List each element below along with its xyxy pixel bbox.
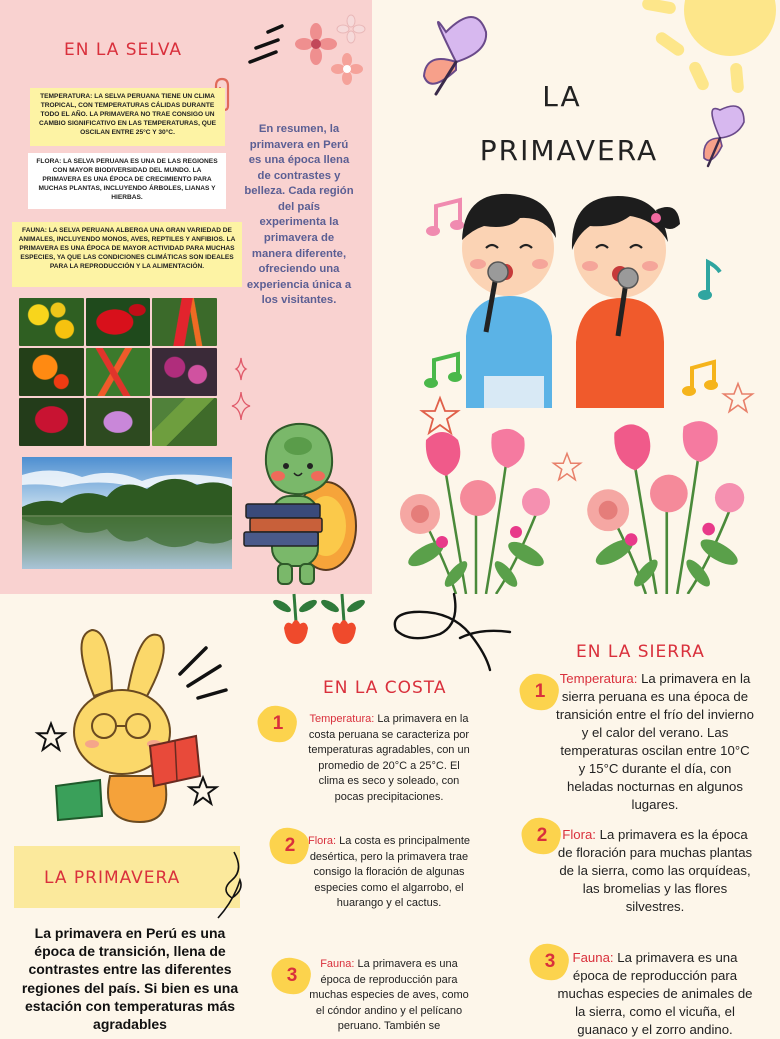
butterfly-icon xyxy=(416,12,496,98)
river-photo xyxy=(22,457,232,569)
photo-heliconia xyxy=(152,298,217,346)
costa-fauna-item xyxy=(304,957,474,1035)
sierra-fauna-label: Fauna: xyxy=(572,950,614,965)
selva-flora-note: FLORA: LA SELVA PERUANA ES UNA DE LAS REGIONES CON MAYOR BIODIVERSIDAD DEL MUNDO. LA PRIMAVERA ES UNA ÉPOCA DE CRECIMIENTO PARA MUCHAS PLANTAS, INCLUYENDO ÁRBOLES, LIANAS Y HIERBAS. xyxy=(28,153,226,209)
costa-temperatura-item xyxy=(304,712,474,806)
summary-text: En resumen, la primavera en Perú es una época llena de contrastes y belleza. Cada región del país experimenta la primavera de manera diferente, ofreciendo una experiencia única a los visitantes. xyxy=(244,123,354,307)
photo-purple-orchids xyxy=(152,348,217,396)
sierra-flora-item xyxy=(556,826,754,916)
sierra-temperatura-item xyxy=(556,670,754,814)
photo-lilac-orchid xyxy=(86,398,151,446)
swirl-icon xyxy=(214,850,254,920)
costa-flora-text: La costa es principalmente desértica, pero la primavera trae consigo la floración de algunas especies como el algarrobo, el huarango y el cactus. xyxy=(309,835,471,910)
selva-title: EN LA SELVA xyxy=(64,40,183,60)
panel-selva xyxy=(0,0,372,594)
cover-title-line1: LA xyxy=(542,80,582,113)
sierra-temperatura-label: Temperatura: xyxy=(559,671,638,686)
sierra-flora-label: Flora: xyxy=(562,827,596,842)
photo-red-anthurium xyxy=(86,298,151,346)
music-note-icon xyxy=(698,258,724,302)
intro-text: La primavera en Perú es una época de transición, llena de contrastes entre las diferentes regiones del país. Si bien es una estación con temperaturas más agradables xyxy=(21,925,239,1032)
photo-red-blossom xyxy=(19,398,84,446)
kids-singing-illustration xyxy=(450,186,690,408)
intro-title: LA PRIMAVERA xyxy=(44,868,181,888)
costa-fauna-label: Fauna: xyxy=(320,958,355,970)
tulips-icon xyxy=(272,594,368,654)
costa-title: EN LA COSTA xyxy=(323,678,447,698)
sierra-fauna-item xyxy=(556,949,754,1039)
photo-yellow-flowers xyxy=(19,298,84,346)
costa-temperatura-text: La primavera en la costa peruana se caracteriza por temperaturas agradables, con un promedio de 20°C a 25°C. El clima es seco y soleado, con pocas precipitaciones. xyxy=(308,713,470,804)
flower-icon xyxy=(330,52,364,86)
costa-flora-label: Flora: xyxy=(307,835,337,847)
selva-temperatura-note: TEMPERATURA: LA SELVA PERUANA TIENE UN CLIMA TROPICAL, CON TEMPERATURAS CÁLIDAS DURANTE TODO EL AÑO. LA PRIMAVERA NO TRAE CONSIGO UN CAMBIO SIGNIFICATIVO EN LAS TEMPERATURAS, QUE OSCILAN ENTRE 25°C Y 30°C. xyxy=(30,88,225,146)
flora-photo-grid xyxy=(19,298,217,446)
photo-green-leaves xyxy=(152,398,217,446)
star-icon xyxy=(722,382,754,414)
star-icon xyxy=(36,722,66,752)
flower-icon xyxy=(336,14,366,44)
costa-number-badge: 3 xyxy=(270,956,314,996)
selva-fauna-note: FAUNA: LA SELVA PERUANA ALBERGA UNA GRAN VARIEDAD DE ANIMALES, INCLUYENDO MONOS, AVES, REPTILES Y ANFIBIOS. LA PRIMAVERA ES UNA ÉPOCA DE MAYOR ACTIVIDAD PARA MUCHAS ESPECIES, YA QUE LAS CONDICIONES CLIMÁTICAS SON IDEALES PARA LA REPRODUCCIÓN Y LA ALIMENTACIÓN. xyxy=(12,222,242,287)
costa-number-badge: 1 xyxy=(256,704,300,744)
photo-red-bird-flower xyxy=(86,348,151,396)
costa-flora-item xyxy=(304,834,474,912)
burst-lines-icon xyxy=(176,644,230,704)
swirl-icon xyxy=(390,594,520,674)
sierra-temperatura-text: La primavera en la sierra peruana es una época de transición entre el frío del invierno y el calor del verano. Las temperaturas oscilan entre 10°C y 15°C durante el día, con heladas nocturnas en algunos lugares. xyxy=(556,671,754,812)
star-icon xyxy=(188,776,218,806)
burst-lines-icon xyxy=(246,22,296,68)
sun-icon xyxy=(640,0,780,110)
costa-number-badge: 2 xyxy=(268,826,312,866)
panel-bottom xyxy=(0,594,768,1037)
flower-bunch-illustration xyxy=(396,424,566,594)
costa-fauna-text: La primavera es una época de reproducción para muchas especies de aves, como el cóndor andino y el pelícano peruano. También se xyxy=(309,958,469,1033)
sierra-number-badge: 1 xyxy=(518,672,562,712)
photo-orange-flowers xyxy=(19,348,84,396)
sierra-flora-text: La primavera es la época de floración para muchas plantas de la sierra, como las orquídeas, las bromelias y las flores silvestres. xyxy=(557,827,753,914)
costa-temperatura-label: Temperatura: xyxy=(309,713,375,725)
flower-bunch-illustration xyxy=(582,416,762,594)
butterfly-icon xyxy=(698,102,748,170)
panel-cover xyxy=(372,0,768,594)
sierra-number-badge: 3 xyxy=(528,942,572,982)
sierra-number-badge: 2 xyxy=(520,816,564,856)
cover-title-line2: PRIMAVERA xyxy=(479,134,659,167)
turtle-with-books-illustration xyxy=(244,418,360,588)
sierra-title: EN LA SIERRA xyxy=(576,642,705,662)
sierra-fauna-text: La primavera es una época de reproducción para muchas especies de animales de la sierra, como el vicuña, el guanaco y el zorro andino. xyxy=(557,950,753,1037)
